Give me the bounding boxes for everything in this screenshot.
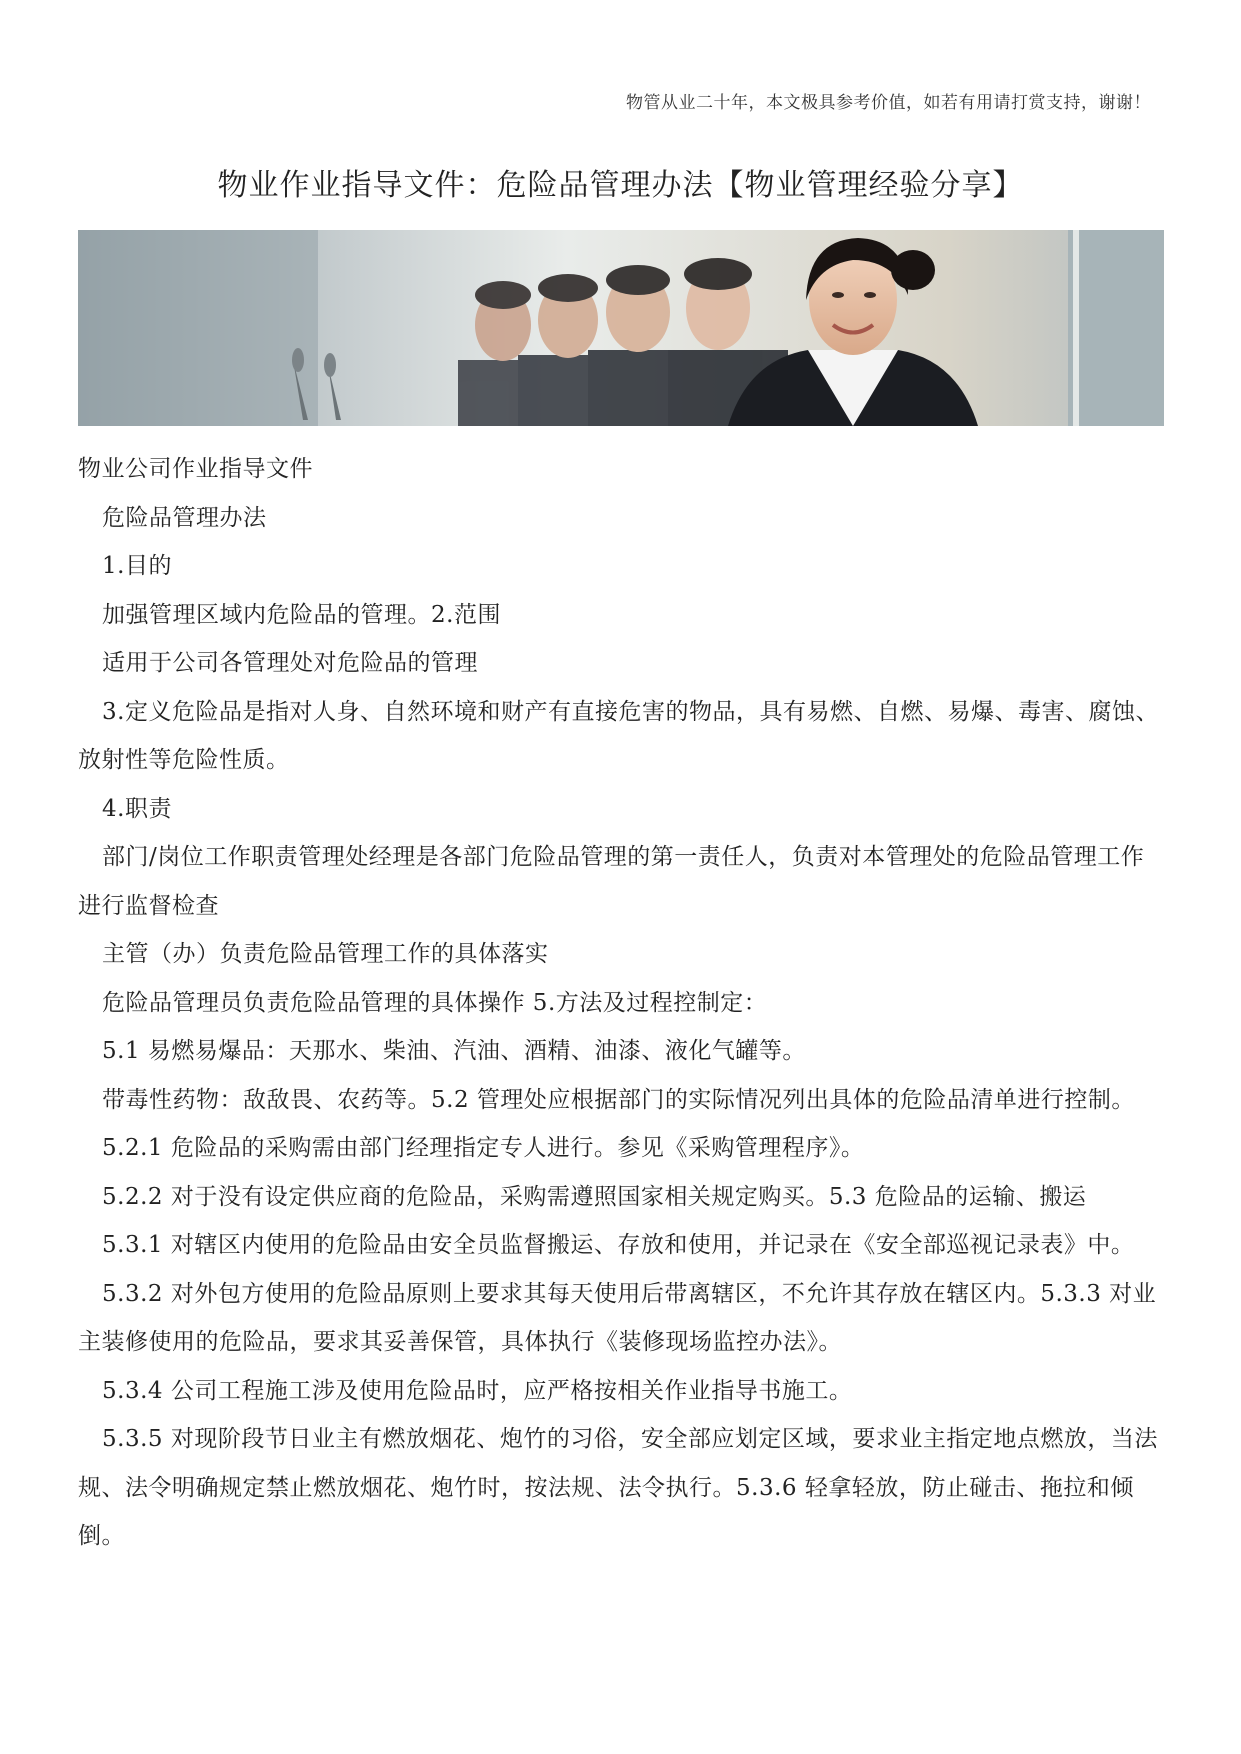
paragraph: 适用于公司各管理处对危险品的管理 xyxy=(102,650,478,676)
paragraph: 5.2.1 危险品的采购需由部门经理指定专人进行。参见《采购管理程序》。 xyxy=(102,1135,865,1161)
paragraph: 物业公司作业指导文件 xyxy=(78,456,313,482)
paragraph: 1.目的 xyxy=(102,553,172,579)
banner-image xyxy=(78,230,1164,426)
header-note: 物管从业二十年，本文极具参考价值，如若有用请打赏支持，谢谢！ xyxy=(626,93,1151,113)
paragraph: 5.3.4 公司工程施工涉及使用危险品时，应严格按相关作业指导书施工。 xyxy=(102,1377,853,1404)
paragraph: 5.1 易燃易爆品：天那水、柴油、汽油、酒精、油漆、液化气罐等。 xyxy=(102,1038,806,1064)
paragraph: 5.2.2 对于没有设定供应商的危险品，采购需遵照国家相关规定购买。5.3 危险品的运输、搬运 xyxy=(102,1183,1087,1210)
paragraph: 4.职责 xyxy=(102,795,172,822)
paragraph: 危险品管理办法 xyxy=(102,504,267,531)
paragraph: 5.3.1 对辖区内使用的危险品由安全员监督搬运、存放和使用，并记录在《安全部巡视记录表》中。 xyxy=(102,1232,1135,1258)
document-body xyxy=(78,445,1164,1561)
paragraph: 5.3.5 对现阶段节日业主有燃放烟花、炮竹的习俗，安全部应划定区域，要求业主指定地点燃放，当法规、法令明确规定禁止燃放烟花、炮竹时，按法规、法令执行。5.3.6 轻拿轻放，防止碰击、拖拉和倾倒。 xyxy=(78,1426,1158,1549)
document-title: 物业作业指导文件：危险品管理办法【物业管理经验分享】 xyxy=(217,168,1024,203)
paragraph: 带毒性药物：敌敌畏、农药等。5.2 管理处应根据部门的实际情况列出具体的危险品清单进行控制。 xyxy=(102,1086,1135,1113)
paragraph: 加强管理区域内危险品的管理。2.范围 xyxy=(102,601,501,628)
paragraph: 主管（办）负责危险品管理工作的具体落实 xyxy=(102,941,549,967)
paragraph: 部门/岗位工作职责管理处经理是各部门危险品管理的第一责任人，负责对本管理处的危险品管理工作进行监督检查 xyxy=(78,844,1145,919)
paragraph: 5.3.2 对外包方使用的危险品原则上要求其每天使用后带离辖区，不允许其存放在辖区内。5.3.3 对业主装修使用的危险品，要求其妥善保管，具体执行《装修现场监控办法》。 xyxy=(78,1280,1157,1355)
paragraph: 3.定义危险品是指对人身、自然环境和财产有直接危害的物品，具有易燃、自燃、易爆、毒害、腐蚀、放射性等危险性质。 xyxy=(78,698,1159,773)
paragraph: 危险品管理员负责危险品管理的具体操作 5.方法及过程控制定： xyxy=(102,989,768,1016)
